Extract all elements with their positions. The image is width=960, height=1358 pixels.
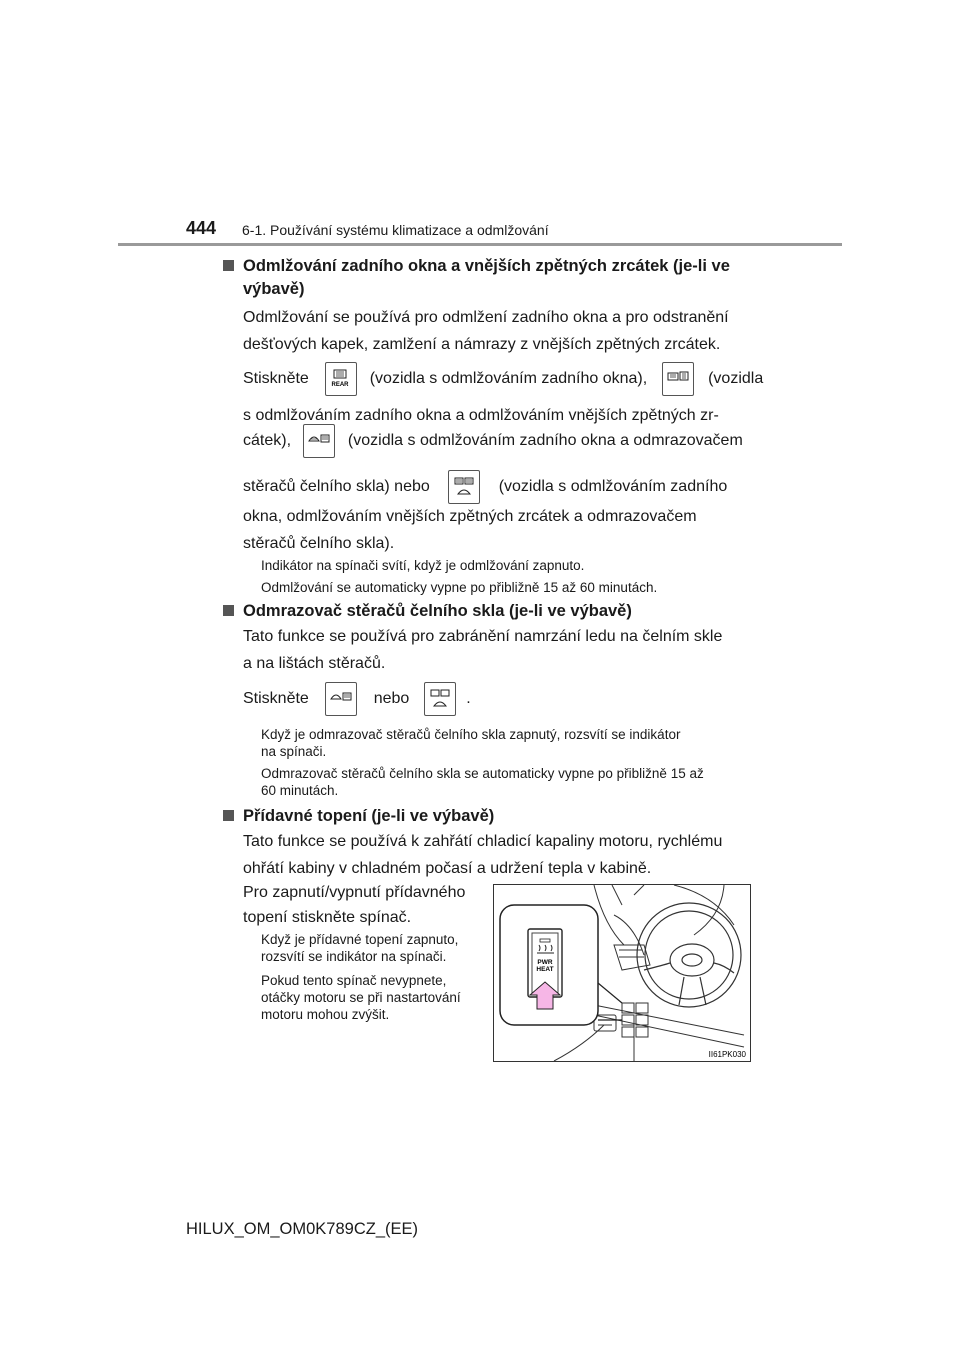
all-defogger-button-icon (448, 470, 480, 504)
section1-note2: Odmlžování se automaticky vypne po přibližně 15 až 60 minutách. (261, 580, 658, 595)
section2-title: Odmrazovač stěračů čelního skla (je-li ve výbavě) (243, 600, 749, 623)
section1-line3: cátek), (vozidla s odmlžováním zadního okna a odmrazovačem (243, 424, 749, 460)
section3-left-text: Pro zapnutí/vypnutí přídavného topení stiskněte spínač. (243, 884, 466, 926)
wiper-deicer-button-icon (325, 682, 357, 716)
section3-para: Tato funkce se používá k zahřátí chladicí kapaliny motoru, rychlému ohřátí kabiny v chladném počasí a udržení tepla v kabině. (243, 833, 723, 877)
rear-defogger-button-icon (325, 362, 357, 396)
bullet-square-icon (223, 260, 234, 271)
section3-title: Přídavné topení (je-li ve výbavě) (243, 805, 749, 828)
section1-title: Odmlžování zadního okna a vnějších zpětných zrcátek (je-li ve výbavě) (243, 255, 749, 301)
bullet-square-icon (223, 605, 234, 616)
bullet-square-icon (223, 810, 234, 821)
section3-note2: Pokud tento spínač nevypnete, otáčky motoru se při nastartování motoru mohou zvýšit. (261, 973, 461, 1022)
section1-press-line1: Stiskněte REAR (vozidla s odmlžováním zadního okna), (vozidla (243, 362, 749, 396)
rear-wiper-deicer-button-icon (303, 424, 335, 458)
section2-note1: Když je odmrazovač stěračů čelního skla zapnutý, rozsvítí se indikátor na spínači. (261, 727, 681, 759)
section2-para: Tato funkce se používá pro zabránění namrzání ledu na čelním skle a na lištách stěračů. (243, 628, 723, 672)
rear-icon-label: REAR (331, 382, 349, 388)
section1-line2: s odmlžováním zadního okna a odmlžováním vnějších zpětných zr- (243, 407, 719, 424)
section1-para2: okna, odmlžováním vnějších zpětných zrcátek a odmrazovačem stěračů čelního skla). (243, 508, 697, 552)
section1-note1: Indikátor na spínači svítí, když je odmlžování zapnuto. (261, 558, 585, 573)
dashboard-illustration (494, 885, 750, 1061)
figure-code: II61PK030 (708, 1050, 746, 1059)
header-rule (118, 243, 842, 246)
section1-line4: stěračů čelního skla) nebo (vozidla s odmlžováním zadního (243, 470, 749, 506)
switch-label-pwr: PWR (537, 959, 553, 966)
section1-para: Odmlžování se používá pro odmlžení zadního okna a pro odstranění dešťových kapek, zamlžení a námrazy z vnějších zpětných zrcátek. (243, 309, 729, 353)
section2-note2: Odmrazovač stěračů čelního skla se automaticky vypne po přibližně 15 až 60 minutách. (261, 766, 704, 798)
switch-label-heat: HEAT (536, 966, 554, 973)
section2-press-line: Stiskněte nebo . (243, 682, 749, 718)
section3-note1: Když je přídavné topení zapnuto, rozsvítí se indikátor na spínači. (261, 932, 459, 964)
footer-doc-code: HILUX_OM_OM0K789CZ_(EE) (186, 1220, 418, 1238)
page-number: 444 (186, 218, 217, 238)
heater-switch-figure (493, 884, 751, 1062)
chapter-title: 6-1. Používání systému klimatizace a odmlžování (242, 222, 549, 238)
all-defogger-button-icon-2 (424, 682, 456, 716)
rear-mirror-defogger-button-icon (662, 362, 694, 396)
